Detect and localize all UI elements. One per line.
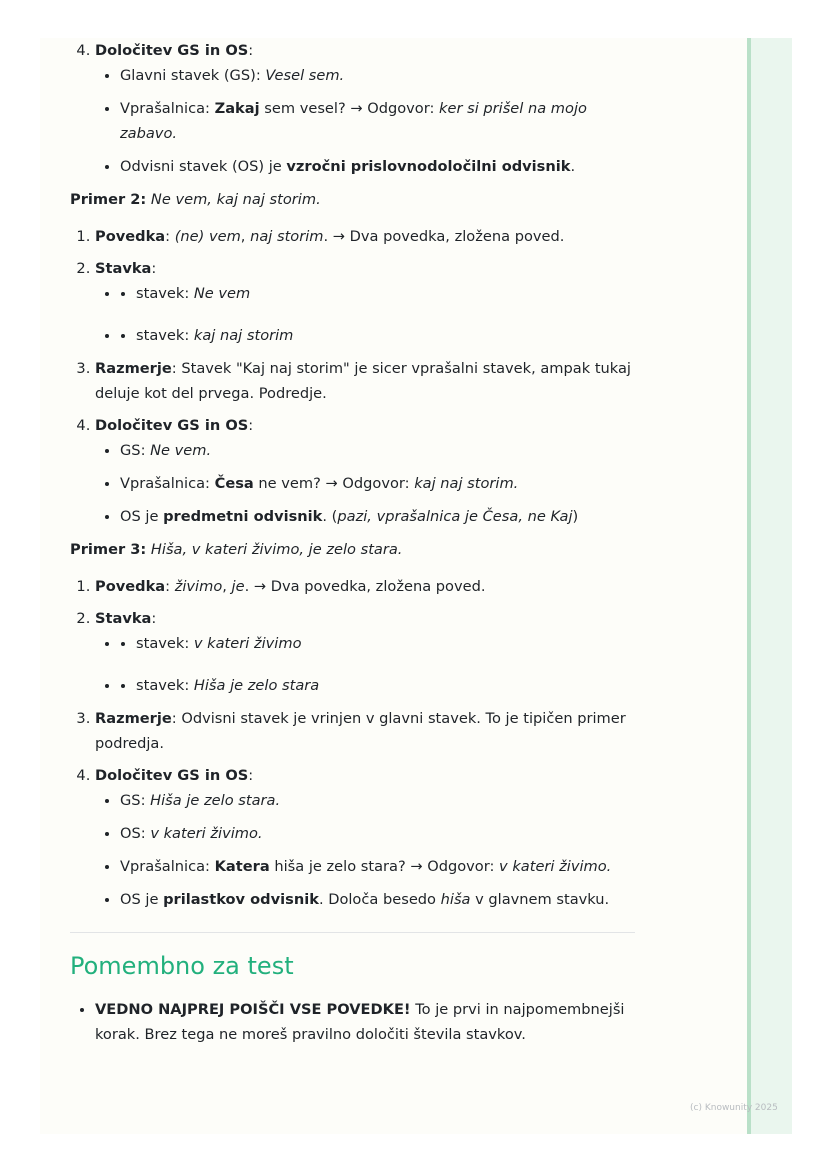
list-item: 1. Povedka: (ne) vem, naj storim. → Dva povedka, zložena poved.: [95, 224, 645, 249]
list-item: 3. Razmerje: Odvisni stavek je vrinjen v glavni stavek. To je tipičen primer podredja.: [95, 706, 645, 756]
example1-analysis-list: [70, 38, 645, 179]
document-content: [70, 38, 645, 1055]
list-item: • GS: Ne vem.: [120, 438, 645, 463]
list-item: 2. Stavka: • • stavek: Ne vem • • stavek: kaj naj storim: [95, 256, 645, 348]
list-item: • OS je predmetni odvisnik. (pazi, vprašalnica je Česa, ne Kaj): [120, 504, 645, 529]
example3-heading: Primer 3: Hiša, v kateri živimo, je zelo stara.: [70, 541, 403, 558]
example1-item-4: 4. Določitev GS in OS: • Glavni stavek (GS): Vesel sem. • Vprašalnica: Zakaj sem vesel? → Odgovor: ker si prišel na mojo zabavo. • Odvisni stavek (OS) je vzročni prislovnodoločilni odvisnik.: [95, 38, 645, 179]
section-heading: Pomembno za test: [70, 952, 294, 980]
list-item: • OS: v kateri živimo.: [120, 821, 645, 846]
example3-analysis-list: [70, 574, 645, 912]
list-item: • • stavek: v kateri živimo: [120, 631, 645, 656]
list-item: • VEDNO NAJPREJ POIŠČI VSE POVEDKE! To je prvi in najpomembnejši korak. Brez tega ne moreš pravilno določiti števila stavkov.: [95, 997, 645, 1047]
list-item: 4. Določitev GS in OS: • GS: Hiša je zelo stara. • OS: v kateri živimo. • Vprašalnica: Katera hiša je zelo stara? → Odgovor: v kateri živimo. • OS je prilastkov odvisnik. Določa besedo hiša v glavnem stavku.: [95, 763, 645, 912]
list-item: 2. Stavka: • • stavek: v kateri živimo • • stavek: Hiša je zelo stara: [95, 606, 645, 698]
right-sidebar-strip: [747, 38, 792, 1134]
example2-details-list: [95, 438, 645, 529]
example2-heading: Primer 2: Ne vem, kaj naj storim.: [70, 191, 321, 208]
list-item: 1. Povedka: živimo, je. → Dva povedka, zložena poved.: [95, 574, 645, 599]
list-item: • Odvisni stavek (OS) je vzročni prislovnodoločilni odvisnik.: [120, 154, 645, 179]
list-item: 4. Določitev GS in OS: • GS: Ne vem. • Vprašalnica: Česa ne vem? → Odgovor: kaj naj storim. • OS je predmetni odvisnik. (pazi, vprašalnica je Česa, ne Kaj): [95, 413, 645, 529]
example2-analysis-list: [70, 224, 645, 529]
list-item: • • stavek: Ne vem: [120, 281, 645, 306]
list-item: • Glavni stavek (GS): Vesel sem.: [120, 63, 645, 88]
list-item: • OS je prilastkov odvisnik. Določa besedo hiša v glavnem stavku.: [120, 887, 645, 912]
test-tips-list: [70, 997, 645, 1047]
item-label: Določitev GS in OS: [95, 42, 249, 59]
list-item: • GS: Hiša je zelo stara.: [120, 788, 645, 813]
list-item: • Vprašalnica: Zakaj sem vesel? → Odgovor: ker si prišel na mojo zabavo.: [120, 96, 645, 146]
list-item: • • stavek: kaj naj storim: [120, 323, 645, 348]
list-item: • Vprašalnica: Katera hiša je zelo stara? → Odgovor: v kateri živimo.: [120, 854, 645, 879]
list-item: • Vprašalnica: Česa ne vem? → Odgovor: kaj naj storim.: [120, 471, 645, 496]
section-divider: [70, 932, 635, 933]
clause-list: [95, 281, 645, 348]
example1-details-list: [95, 63, 645, 179]
clause-list: [95, 631, 645, 698]
example3-details-list: [95, 788, 645, 912]
list-item: 3. Razmerje: Stavek "Kaj naj storim" je sicer vprašalni stavek, ampak tukaj deluje kot del prvega. Podredje.: [95, 356, 645, 406]
list-item: • • stavek: Hiša je zelo stara: [120, 673, 645, 698]
copyright-footer: (c) Knowunity 2025: [690, 1103, 778, 1113]
